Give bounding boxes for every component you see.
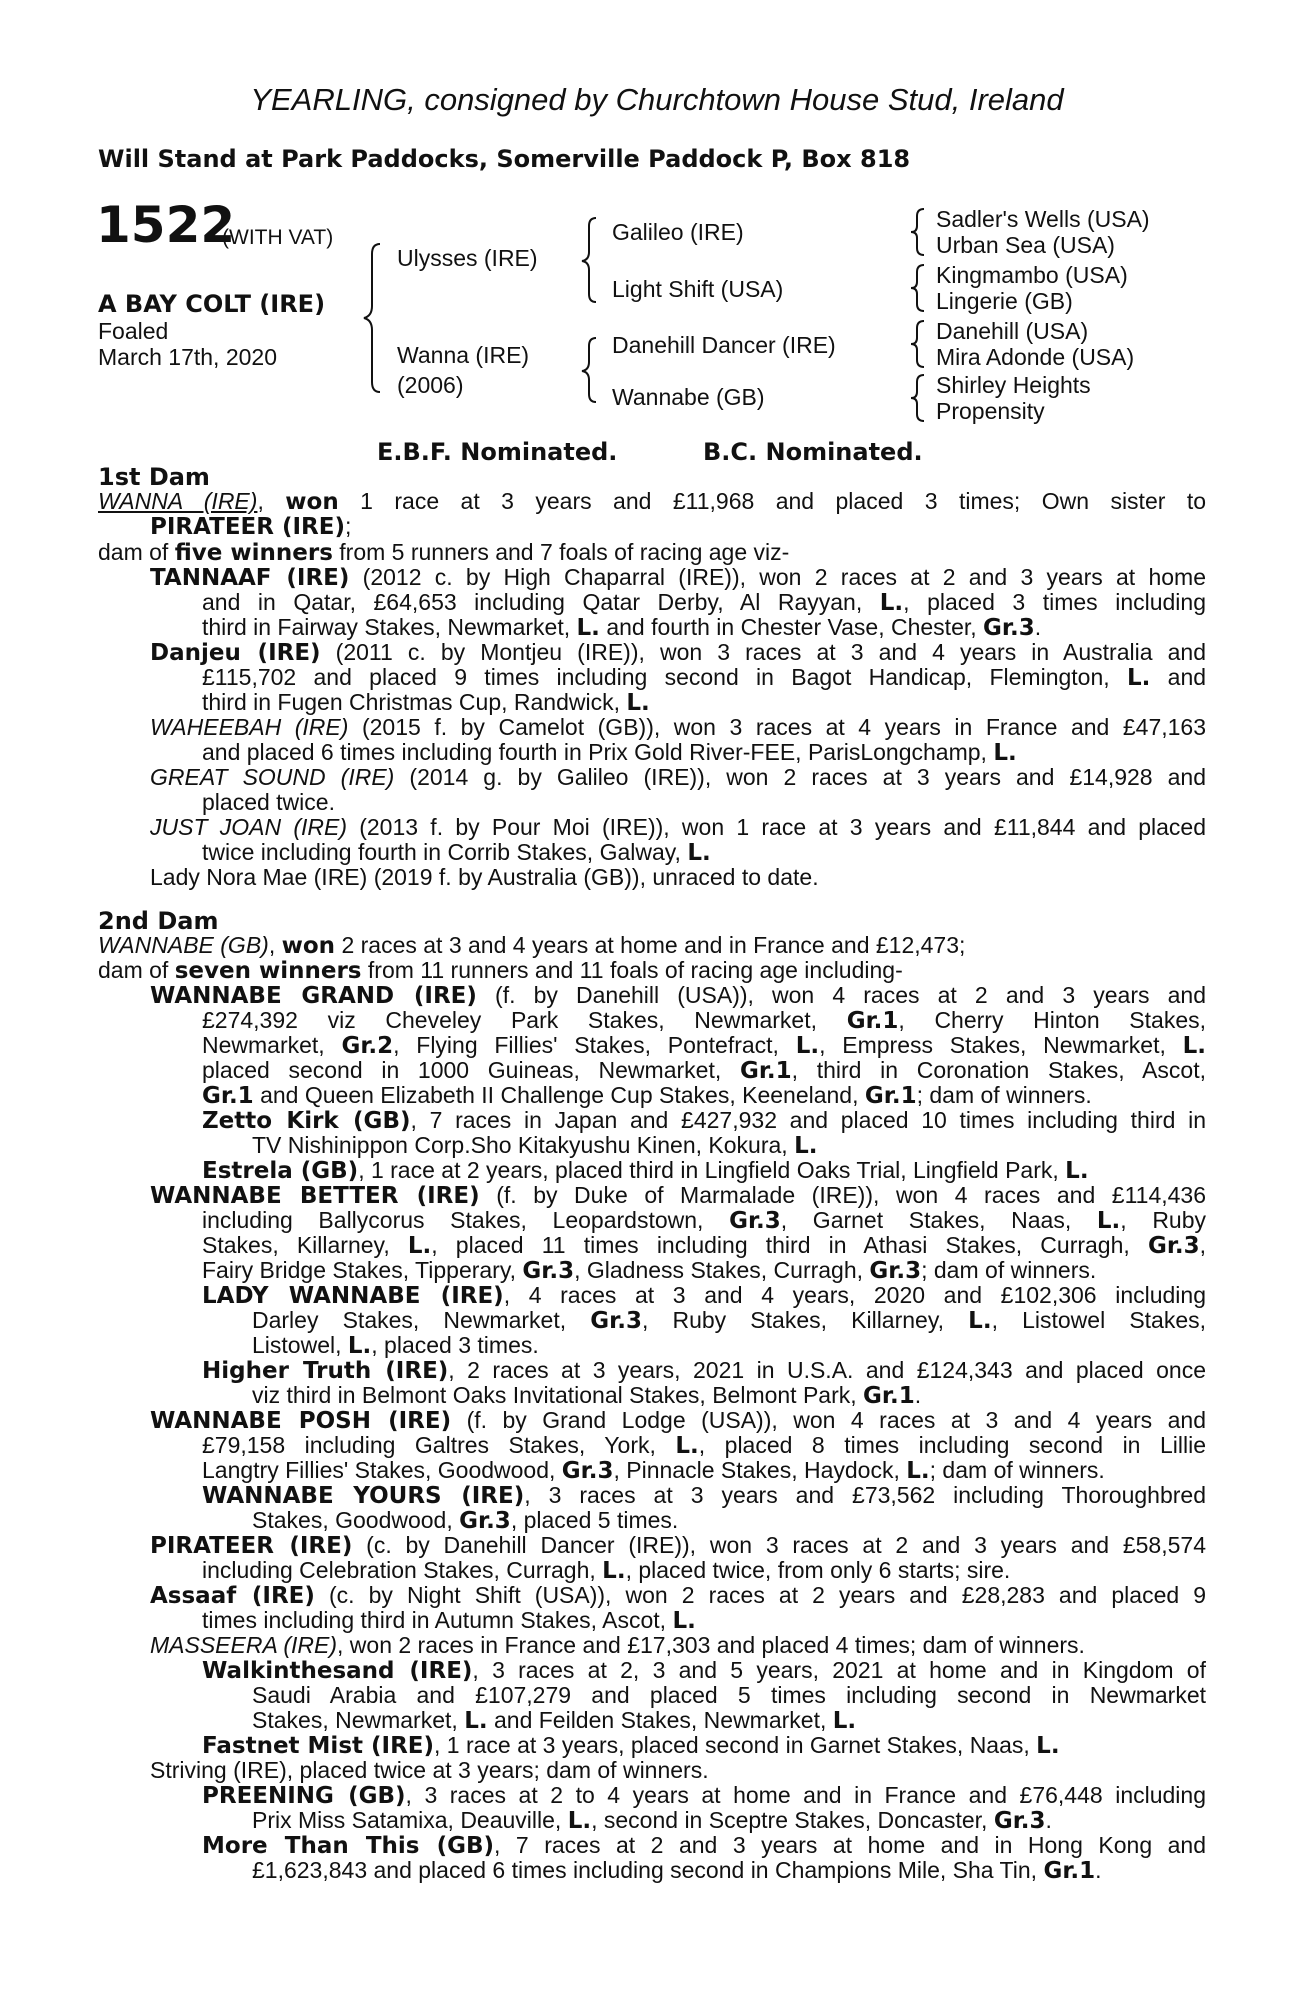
- horse-name: PIRATEER (IRE): [150, 1534, 353, 1559]
- produce-wannabe-better-line2: [202, 1209, 1206, 1235]
- text: £79,158 including Galtres Stakes, York,: [202, 1434, 656, 1458]
- text: and: [1167, 666, 1206, 690]
- horse-name: MASSEERA (IRE): [150, 1632, 338, 1658]
- pedigree-g3-5: Danehill (USA): [936, 318, 1089, 344]
- bc-nomination: B.C. Nominated.: [703, 438, 923, 466]
- text: Listowel,: [252, 1332, 342, 1358]
- pedigree-g3-4: Lingerie (GB): [936, 288, 1073, 314]
- text: dam of: [98, 957, 169, 983]
- pedigree-dam: Wanna (IRE): [397, 342, 530, 368]
- text: (c. by Danehill Dancer (IRE)), won 3 races at 2 and 3 years and £58,574: [366, 1534, 1206, 1558]
- text: , Ruby: [1120, 1209, 1206, 1233]
- text: £115,702 and placed 9 times including second in Bagot Handicap, Flemington,: [202, 666, 1110, 690]
- produce-lady-nora-mae: Lady Nora Mae (IRE) (2019 f. by Australia (GB)), unraced to date.: [150, 864, 819, 890]
- text: , won 2 races in France and £17,303 and placed 4 times; dam of winners.: [337, 1632, 1085, 1658]
- produce-walkinthesand-line3: [252, 1709, 856, 1733]
- grade-1: Gr.1: [739, 1059, 792, 1084]
- horse-name: Walkinthesand (IRE): [202, 1659, 473, 1684]
- produce-just-joan-line2: [202, 841, 711, 865]
- dam-name: WANNABE (GB): [98, 932, 269, 958]
- pedigree-brace-g3c: [906, 318, 932, 370]
- produce-walkinthesand-line2: Saudi Arabia and £107,279 and placed 5 times including second in Newmarket: [252, 1684, 1206, 1708]
- text: , second in Sceptre Stakes, Doncaster,: [591, 1807, 988, 1833]
- horse-name: PREENING (GB): [202, 1784, 406, 1809]
- text: (f. by Grand Lodge (USA)), won 4 races at 3 and 4 years and: [466, 1409, 1206, 1433]
- grade-listed: L.: [993, 740, 1017, 766]
- text: ; dam of winners.: [921, 1257, 1097, 1283]
- grade-listed: L.: [794, 1133, 818, 1159]
- text: , placed 8 times including second in Lillie: [698, 1434, 1206, 1458]
- text: , placed 11 times including third in Athasi Stakes, Curragh,: [431, 1234, 1130, 1258]
- text: Stakes, Killarney,: [202, 1234, 390, 1258]
- produce-assaaf-line2: [202, 1609, 696, 1633]
- first-dam-produce-summary: [98, 541, 789, 565]
- text: , 3 races at 2 to 4 years at home and in France and £76,448 including: [405, 1784, 1206, 1808]
- grade-1: Gr.1: [863, 1383, 915, 1409]
- grade-listed: L.: [1182, 1034, 1206, 1059]
- produce-wannabe-posh: [150, 1409, 1206, 1435]
- text: (2015 f. by Camelot (GB)), won 3 races at 4 years in France and £47,163: [361, 716, 1206, 740]
- pedigree-brace-dam: [576, 334, 606, 406]
- pedigree-g3-2: Urban Sea (USA): [936, 232, 1115, 258]
- horse-name: JUST JOAN (IRE): [150, 816, 347, 840]
- pedigree-brace-sire: [576, 214, 606, 306]
- horse-name: WANNABE YOURS (IRE): [202, 1484, 525, 1509]
- text: , placed twice, from only 6 starts; sire.: [625, 1557, 1011, 1583]
- text: , placed 3 times.: [371, 1332, 539, 1358]
- pedigree-brace-g3a: [906, 206, 932, 258]
- grade-3: Gr.3: [522, 1258, 575, 1284]
- text: (2013 f. by Pour Moi (IRE)), won 1 race at 3 years and £11,844 and placed: [359, 816, 1206, 840]
- produce-higher-truth-line2: viz third in Belmont Oaks Invitational Stakes, Belmont Park, Gr.1.: [252, 1382, 922, 1409]
- own-sister-line: [150, 515, 351, 539]
- consignment-heading: YEARLING, consigned by Churchtown House Stud, Ireland: [250, 82, 1064, 117]
- grade-listed: L.: [602, 1558, 626, 1584]
- horse-name: WAHEEBAH (IRE): [150, 716, 349, 740]
- produce-danjeu: [150, 641, 1206, 667]
- text: and placed 6 times including fourth in Prix Gold River-FEE, ParisLongchamp,: [202, 739, 987, 765]
- text: Stakes, Goodwood,: [252, 1507, 453, 1533]
- text: dam of: [98, 539, 169, 565]
- text: , Listowel Stakes,: [991, 1309, 1206, 1333]
- grade-1: Gr.1: [846, 1009, 899, 1034]
- produce-danjeu-line3: [202, 691, 650, 715]
- won-label: won: [285, 490, 339, 515]
- text: (2014 g. by Galileo (IRE)), won 2 races at 3 years and £14,928 and: [409, 766, 1206, 790]
- pedigree-dam-year: (2006): [397, 372, 464, 398]
- horse-name: Zetto Kirk (GB): [202, 1109, 411, 1134]
- text: , placed 3 times including: [903, 591, 1206, 615]
- text: third in Fugen Christmas Cup, Randwick,: [202, 689, 620, 715]
- horse-name: Estrela (GB): [202, 1158, 359, 1184]
- text: , 7 races in Japan and £427,932 and placed 10 times including third in: [410, 1109, 1206, 1133]
- foaled-label: Foaled: [98, 318, 169, 344]
- text: third in Fairway Stakes, Newmarket,: [202, 614, 571, 640]
- text: and Queen Elizabeth II Challenge Cup Stakes, Keeneland,: [260, 1082, 859, 1108]
- text: (f. by Danehill (USA)), won 4 races at 2 and 3 years and: [495, 984, 1206, 1008]
- produce-wannabe-yours-line2: [252, 1509, 678, 1533]
- produce-wannabe-grand: [150, 984, 1206, 1010]
- horse-name: Fastnet Mist (IRE): [202, 1733, 435, 1759]
- grade-listed: L.: [1126, 666, 1151, 691]
- text: , Pinnacle Stakes, Haydock,: [613, 1457, 900, 1483]
- text: (2011 c. by Montjeu (IRE)), won 3 races at 3 and 4 years in Australia and: [335, 641, 1206, 665]
- pedigree-dam-dam: Wannabe (GB): [612, 384, 765, 410]
- pedigree-dam-sire: Danehill Dancer (IRE): [612, 332, 836, 358]
- text: , placed 5 times.: [510, 1507, 679, 1533]
- produce-wannabe-posh-line3: [202, 1459, 1105, 1483]
- grade-3: Gr.3: [729, 1209, 781, 1234]
- produce-tannaaf-line3: third in Fairway Stakes, Newmarket, L. and fourth in Chester Vase, Chester, Gr.3.: [202, 614, 1042, 641]
- produce-masseera: [150, 1634, 1085, 1657]
- produce-wannabe-better-line4: [202, 1259, 1096, 1283]
- text: Stakes, Newmarket,: [252, 1707, 458, 1733]
- grade-3: Gr.3: [590, 1309, 642, 1334]
- horse-name: LADY WANNABE (IRE): [202, 1284, 504, 1309]
- second-dam-produce-summary: [98, 959, 903, 983]
- lot-vat-label: (WITH VAT): [222, 226, 334, 249]
- horse-name: Higher Truth (IRE): [202, 1359, 449, 1384]
- produce-waheebah-line2: [202, 741, 1017, 765]
- grade-listed: L.: [347, 1333, 372, 1359]
- produce-lady-wannabe: [202, 1284, 1206, 1310]
- horse-name: TANNAAF (IRE): [150, 566, 350, 591]
- grade-listed: L.: [626, 690, 650, 716]
- text: , Gladness Stakes, Curragh,: [574, 1257, 864, 1283]
- sister-name: PIRATEER (IRE): [150, 514, 345, 540]
- grade-3: Gr.3: [561, 1458, 614, 1484]
- grade-listed: L.: [1036, 1733, 1060, 1759]
- grade-3: Gr.3: [869, 1258, 922, 1284]
- text: viz third in Belmont Oaks Invitational Stakes, Belmont Park,: [252, 1382, 857, 1408]
- text: , Cherry Hinton Stakes,: [898, 1009, 1206, 1033]
- winners-count: five winners: [174, 540, 333, 566]
- grade-1: Gr.1: [864, 1083, 917, 1109]
- text: from 11 runners and 11 foals of racing age including-: [367, 957, 903, 983]
- produce-estrela: [202, 1159, 1089, 1183]
- produce-wannabe-grand-line3: [202, 1034, 1206, 1060]
- text: , 3 races at 3 years and £73,562 including Thoroughbred: [524, 1484, 1206, 1508]
- produce-preening-line2: Prix Miss Satamixa, Deauville, L., second in Sceptre Stakes, Doncaster, Gr.3.: [252, 1807, 1052, 1834]
- pedigree-sire-sire: Galileo (IRE): [612, 219, 744, 245]
- produce-wannabe-grand-line5: [202, 1084, 1092, 1108]
- grade-listed: L.: [576, 615, 600, 641]
- grade-listed: L.: [464, 1708, 488, 1734]
- text: , Garnet Stakes, Naas,: [780, 1209, 1072, 1233]
- text: TV Nishinippon Corp.Sho Kitakyushu Kinen, Kokura,: [252, 1132, 788, 1158]
- first-dam-heading: 1st Dam: [98, 463, 210, 491]
- punct: ;: [344, 513, 352, 539]
- produce-walkinthesand: [202, 1659, 1206, 1685]
- pedigree-g3-7: Shirley Heights: [936, 372, 1091, 398]
- text: Darley Stakes, Newmarket,: [252, 1309, 567, 1333]
- grade-listed: L.: [968, 1309, 992, 1334]
- text: Langtry Fillies' Stakes, Goodwood,: [202, 1457, 556, 1483]
- text: Prix Miss Satamixa, Deauville,: [252, 1807, 562, 1833]
- text: Fairy Bridge Stakes, Tipperary,: [202, 1257, 517, 1283]
- text: including Ballycorus Stakes, Leopardstown,: [202, 1209, 704, 1233]
- text: £1,623,843 and placed 6 times including second in Champions Mile, Sha Tin,: [252, 1857, 1038, 1883]
- text: and Feilden Stakes, Newmarket,: [493, 1707, 827, 1733]
- text: , 1 race at 3 years, placed second in Garnet Stakes, Naas,: [434, 1732, 1030, 1758]
- lot-number: 1522: [96, 196, 236, 254]
- text: , Flying Fillies' Stakes, Pontefract,: [393, 1034, 779, 1058]
- grade-3: Gr.3: [993, 1808, 1046, 1834]
- grade-listed: L.: [795, 1034, 820, 1059]
- text: times including third in Autumn Stakes, Ascot,: [202, 1607, 667, 1633]
- produce-striving: Striving (IRE), placed twice at 3 years; dam of winners.: [150, 1757, 709, 1783]
- pedigree-brace-main: [358, 240, 398, 395]
- text: Newmarket,: [202, 1034, 325, 1058]
- grade-1: Gr.1: [1043, 1858, 1096, 1884]
- grade-listed: L.: [906, 1458, 930, 1484]
- won-label: won: [281, 933, 336, 959]
- produce-fastnet-mist: [202, 1734, 1060, 1758]
- text: ; dam of winners.: [916, 1082, 1092, 1108]
- pedigree-g3-8: Propensity: [936, 398, 1045, 424]
- pedigree-g3-6: Mira Adonde (USA): [936, 344, 1135, 370]
- grade-listed: L.: [687, 840, 711, 866]
- text: , 3 races at 2, 3 and 5 years, 2021 at home and in Kingdom of: [472, 1659, 1206, 1683]
- text: £274,392 viz Cheveley Park Stakes, Newmarket,: [202, 1009, 817, 1033]
- second-dam-heading: 2nd Dam: [98, 907, 219, 935]
- produce-wannabe-grand-line2: [202, 1009, 1206, 1035]
- pedigree-sire-dam: Light Shift (USA): [612, 276, 784, 302]
- grade-listed: L.: [879, 591, 904, 616]
- produce-zetto-kirk-line2: [252, 1134, 817, 1158]
- text: and in Qatar, £64,653 including Qatar Derby, Al Rayyan,: [202, 591, 863, 615]
- ebf-nomination: E.B.F. Nominated.: [377, 438, 618, 466]
- text: , 1 race at 2 years, placed third in Lingfield Oaks Trial, Lingfield Park,: [358, 1157, 1059, 1183]
- foaled-date: March 17th, 2020: [98, 344, 278, 370]
- grade-listed: L.: [675, 1434, 699, 1459]
- pedigree-brace-g3d: [906, 372, 932, 424]
- first-dam-line: WANNA (IRE), won 1 race at 3 years and £11,968 and placed 3 times; Own sister to: [98, 490, 1206, 515]
- text: 2 races at 3 and 4 years at home and in France and £12,473;: [341, 932, 966, 958]
- text: , Ruby Stakes, Killarney,: [641, 1309, 945, 1333]
- grade-3: Gr.3: [459, 1508, 511, 1534]
- produce-great-sound-line2: placed twice.: [202, 789, 335, 815]
- produce-tannaaf: [150, 566, 1206, 592]
- pedigree-brace-g3b: [906, 262, 932, 314]
- grade-3: Gr.3: [983, 615, 1035, 641]
- text: (f. by Duke of Marmalade (IRE)), won 4 races and £114,436: [496, 1184, 1206, 1208]
- grade-1: Gr.1: [202, 1083, 254, 1109]
- grade-listed: L.: [672, 1608, 696, 1634]
- grade-listed: L.: [1096, 1209, 1121, 1234]
- grade-2: Gr.2: [341, 1034, 394, 1059]
- horse-name: WANNABE BETTER (IRE): [150, 1184, 480, 1209]
- grade-listed: L.: [407, 1234, 432, 1259]
- stand-location: Will Stand at Park Paddocks, Somerville Paddock P, Box 818: [98, 145, 911, 173]
- text: , 4 races at 3 and 4 years, 2020 and £102,306 including: [503, 1284, 1206, 1308]
- produce-wannabe-better-line3: Stakes, Killarney, L., placed 11 times including third in Athasi Stakes, Curragh, Gr.3,: [202, 1234, 1206, 1259]
- grade-listed: L.: [832, 1708, 857, 1734]
- dam-name: WANNA (IRE): [98, 490, 258, 514]
- text: , third in Coronation Stakes, Ascot,: [791, 1059, 1206, 1083]
- pedigree-sire: Ulysses (IRE): [397, 245, 538, 271]
- text: (c. by Night Shift (USA)), won 2 races at 2 years and £28,283 and placed 9: [328, 1584, 1206, 1608]
- pedigree-g3-1: Sadler's Wells (USA): [936, 206, 1150, 232]
- text: twice including fourth in Corrib Stakes, Galway,: [202, 839, 681, 865]
- horse-name: Danjeu (IRE): [150, 641, 321, 666]
- grade-listed: L.: [567, 1808, 592, 1834]
- grade-3: Gr.3: [1147, 1234, 1200, 1259]
- horse-name: WANNABE POSH (IRE): [150, 1409, 452, 1434]
- text: , 2 races at 3 years, 2021 in U.S.A. and £124,343 and placed once: [448, 1359, 1206, 1383]
- pedigree-g3-3: Kingmambo (USA): [936, 262, 1128, 288]
- horse-name: Assaaf (IRE): [150, 1584, 315, 1609]
- text: from 5 runners and 7 foals of racing age viz-: [339, 539, 790, 565]
- winners-count: seven winners: [174, 958, 362, 984]
- lot-title: A BAY COLT (IRE): [98, 290, 326, 318]
- horse-name: WANNABE GRAND (IRE): [150, 984, 477, 1009]
- produce-wannabe-better: [150, 1184, 1206, 1210]
- first-dam-record: 1 race at 3 years and £11,968 and placed 3 times; Own sister to: [360, 490, 1206, 514]
- produce-more-than-this-line2: £1,623,843 and placed 6 times including second in Champions Mile, Sha Tin, Gr.1.: [252, 1857, 1102, 1884]
- grade-listed: L.: [1065, 1158, 1089, 1184]
- produce-lady-wannabe-line3: [252, 1334, 539, 1358]
- text: (2012 c. by High Chaparral (IRE)), won 2 races at 2 and 3 years at home: [362, 566, 1206, 590]
- horse-name: More Than This (GB): [202, 1834, 495, 1859]
- text: , Empress Stakes, Newmarket,: [819, 1034, 1166, 1058]
- horse-name: GREAT SOUND (IRE): [150, 766, 395, 790]
- text: , 7 races at 2 and 3 years at home and in Hong Kong and: [494, 1834, 1206, 1858]
- text: including Celebration Stakes, Curragh,: [202, 1557, 596, 1583]
- text: ; dam of winners.: [929, 1457, 1105, 1483]
- text: and fourth in Chester Vase, Chester,: [606, 614, 977, 640]
- text: placed second in 1000 Guineas, Newmarket,: [202, 1059, 722, 1083]
- second-dam-line: WANNABE (GB), won 2 races at 3 and 4 years at home and in France and £12,473;: [98, 932, 966, 959]
- produce-pirateer-line2: [202, 1559, 1010, 1583]
